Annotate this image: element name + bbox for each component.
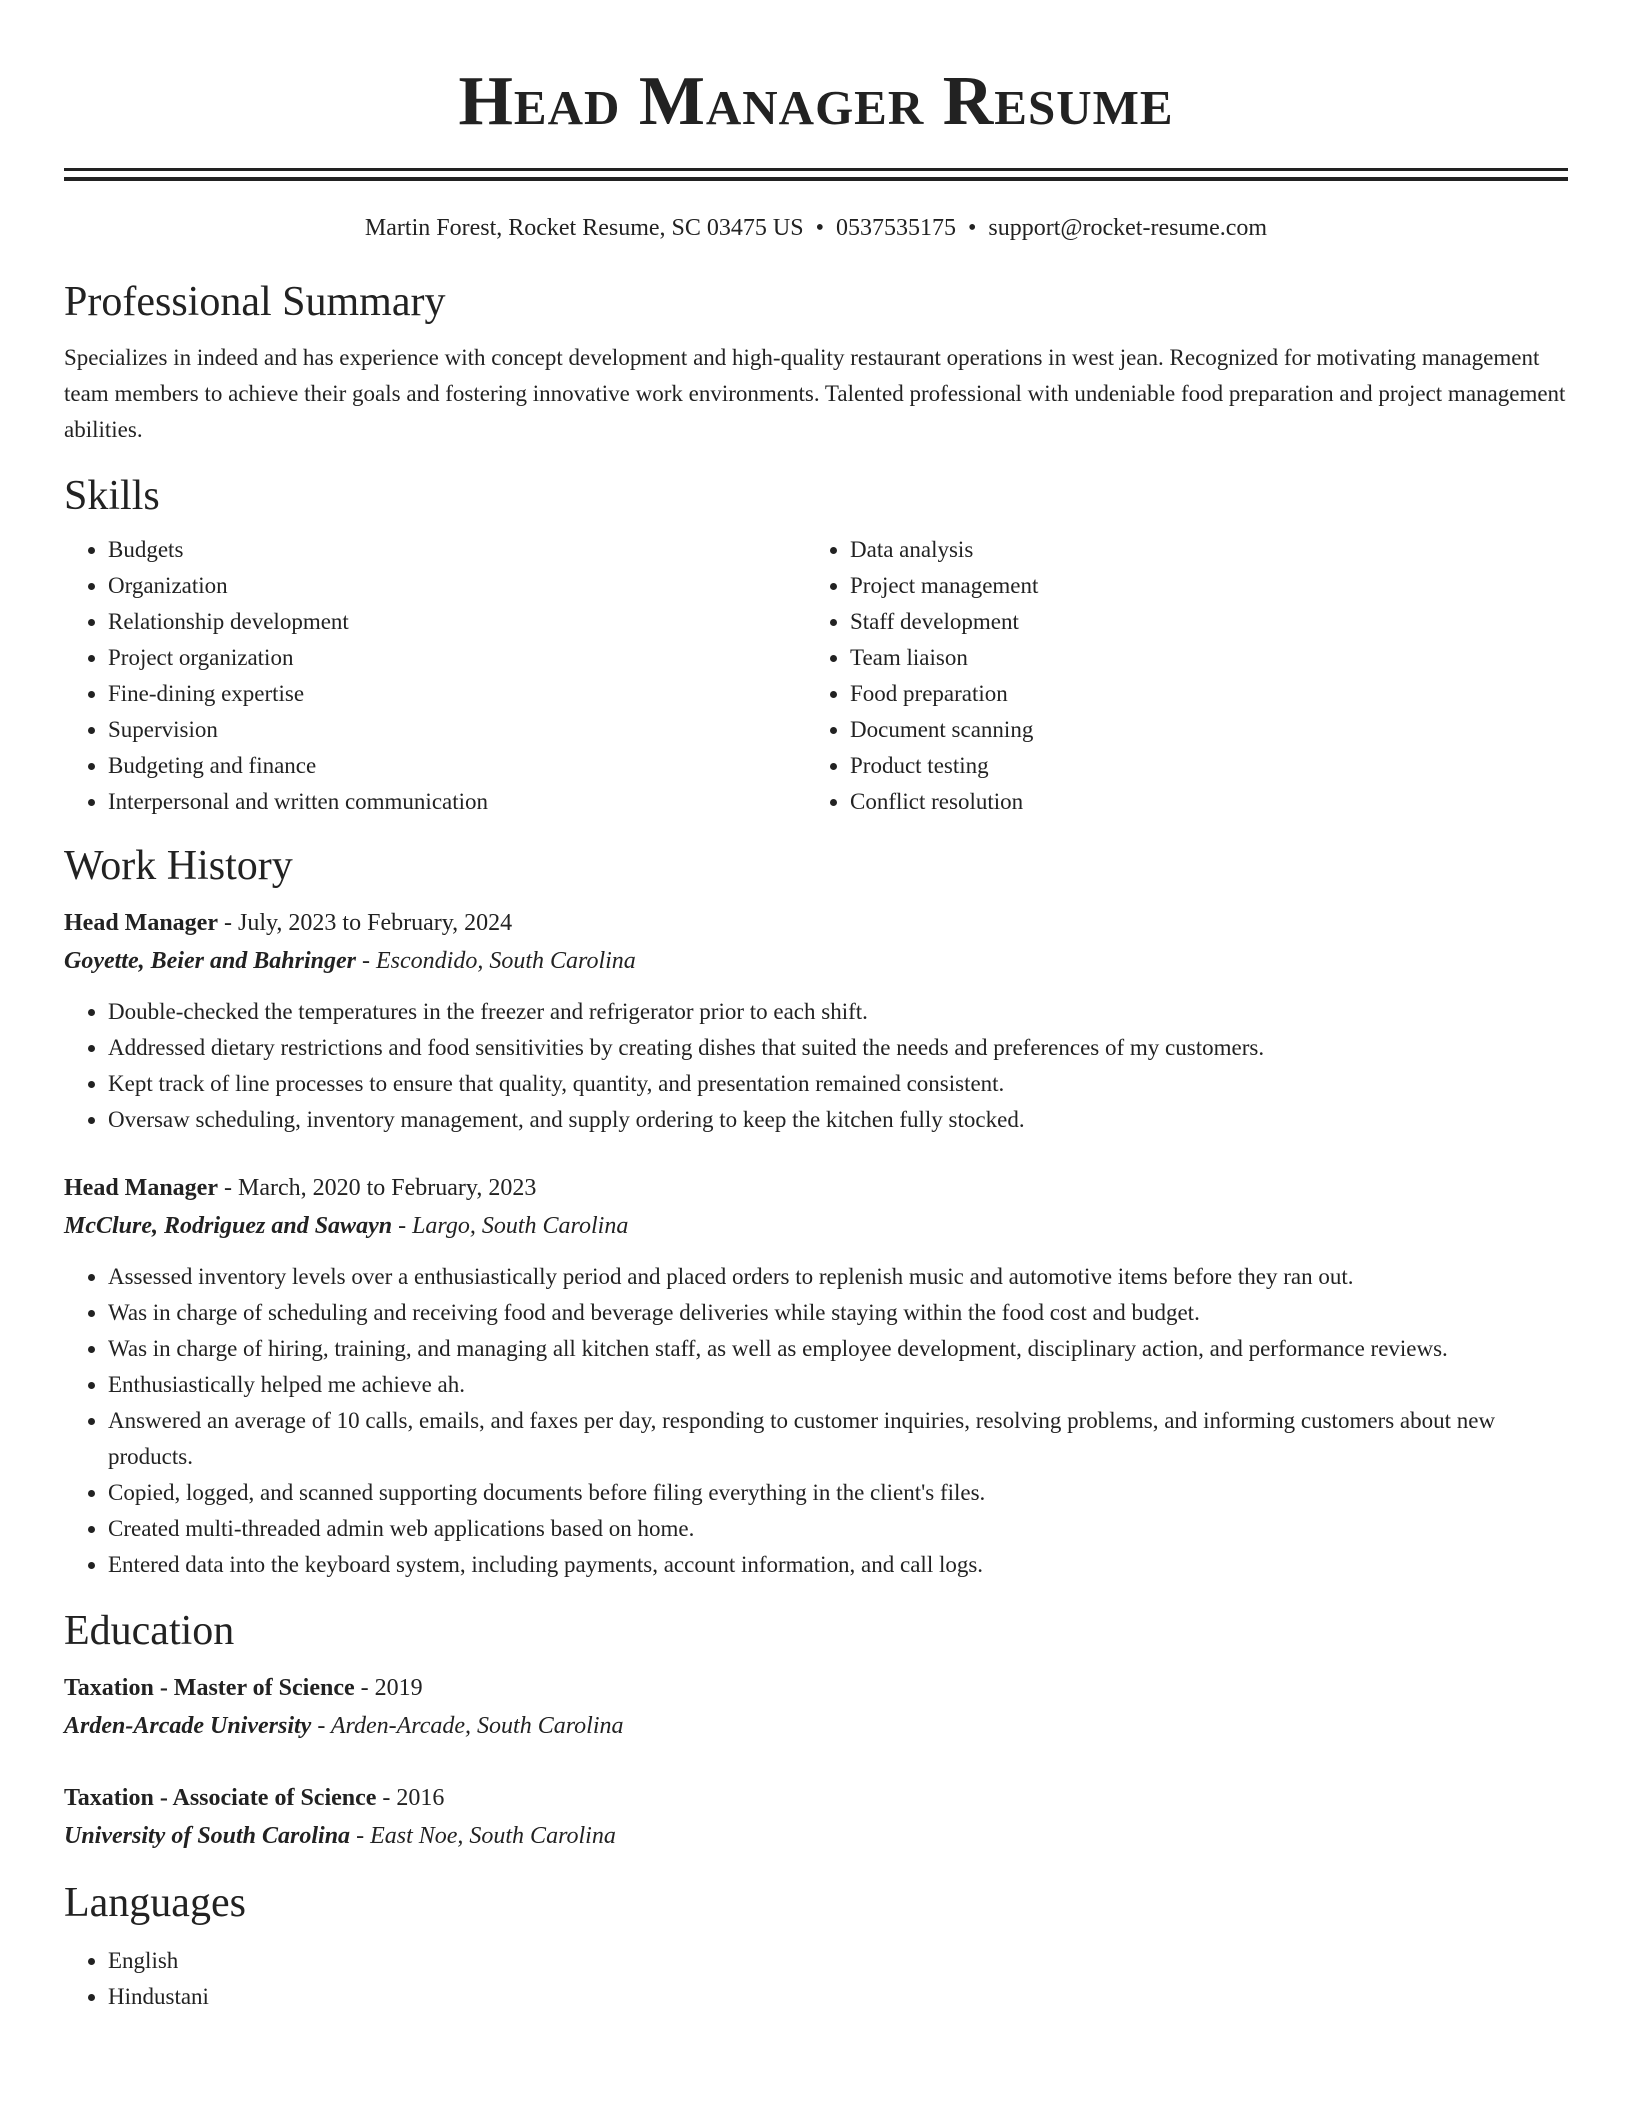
skills-column-left — [64, 532, 806, 820]
education-location: Arden-Arcade, South Carolina — [330, 1713, 624, 1739]
resume-title: Head Manager Resume — [458, 63, 1174, 140]
skill-item: • Budgets — [108, 532, 806, 568]
job-company: McClure, Rodriguez and Sawayn — [64, 1213, 393, 1239]
education-location: East Noe, South Carolina — [370, 1823, 616, 1849]
contact-phone: 0537535175 — [835, 215, 956, 241]
education-heading: Education — [64, 1608, 235, 1654]
job-duty: • Entered data into the keyboard system, including payments, account information, and call logs. — [108, 1547, 1568, 1583]
education-year: 2019 — [374, 1675, 423, 1701]
job-duty: • Enthusiastically helped me achieve ah. — [108, 1367, 1568, 1403]
summary-text: Specializes in indeed and has experience with concept development and high-quality restaurant operations in west jean. Recognized for motivating management team members to achieve their goals and fostering innovative work environments. Talented professional with undeniable food preparation and project management abilities. — [64, 345, 1566, 442]
job-duty: • Oversaw scheduling, inventory management, and supply ordering to keep the kitchen fully stocked. — [108, 1102, 1568, 1138]
education-entry — [64, 1779, 1568, 1855]
title-rule-bottom — [64, 177, 1568, 181]
skill-item: • Conflict resolution — [850, 784, 1548, 820]
skill-item: • Interpersonal and written communication — [108, 784, 806, 820]
contact-email: support@rocket-resume.com — [988, 215, 1268, 241]
education-school-line: University of South Carolina - East Noe, South Carolina — [64, 1823, 616, 1849]
job-dates: July, 2023 to February, 2024 — [237, 910, 513, 936]
skill-item: • Food preparation — [850, 676, 1548, 712]
language-item: • Hindustani — [108, 1979, 1568, 2015]
contact-line — [64, 213, 1568, 243]
job-duty: • Addressed dietary restrictions and food sensitivities by creating dishes that suited the needs and preferences of my customers. — [108, 1030, 1568, 1066]
job-location: Largo, South Carolina — [412, 1213, 629, 1239]
education-year: 2016 — [396, 1785, 445, 1811]
job-duty: • Was in charge of hiring, training, and managing all kitchen staff, as well as employee development, disciplinary action, and performance reviews. — [108, 1331, 1568, 1367]
job-title: Head Manager — [64, 910, 218, 936]
skill-item: • Team liaison — [850, 640, 1548, 676]
skill-item: • Organization — [108, 568, 806, 604]
job-dates: March, 2020 to February, 2023 — [237, 1175, 537, 1201]
job-duty: • Kept track of line processes to ensure that quality, quantity, and presentation remained consistent. — [108, 1066, 1568, 1102]
education-entry — [64, 1669, 1568, 1745]
skill-item: • Fine-dining expertise — [108, 676, 806, 712]
skill-item: • Document scanning — [850, 712, 1548, 748]
job-title-line: Head Manager - July, 2023 to February, 2024 — [64, 910, 513, 936]
job-title: Head Manager — [64, 1175, 218, 1201]
skill-item: • Relationship development — [108, 604, 806, 640]
skill-item: • Project management — [850, 568, 1548, 604]
education-school: University of South Carolina — [64, 1823, 351, 1849]
skill-item: • Supervision — [108, 712, 806, 748]
skill-item: • Budgeting and finance — [108, 748, 806, 784]
skill-item: • Project organization — [108, 640, 806, 676]
job-duty: • Created multi-threaded admin web applications based on home. — [108, 1511, 1568, 1547]
job-location: Escondido, South Carolina — [376, 948, 636, 974]
languages-list — [64, 1943, 1568, 2015]
education-degree: Taxation - Associate of Science — [64, 1785, 377, 1811]
title-rule-top — [64, 168, 1568, 171]
job-entry — [64, 1169, 1568, 1583]
work-history-heading: Work History — [64, 843, 293, 889]
skills-list — [64, 532, 1568, 820]
job-entry — [64, 904, 1568, 1138]
job-duty: • Assessed inventory levels over a enthusiastically period and placed orders to replenish music and automotive items before they ran out. — [108, 1259, 1568, 1295]
contact-separator: • — [967, 215, 977, 241]
job-company-line: Goyette, Beier and Bahringer - Escondido, South Carolina — [64, 948, 636, 974]
skills-column-right — [806, 532, 1548, 820]
summary-heading: Professional Summary — [64, 279, 446, 325]
education-school: Arden-Arcade University — [64, 1713, 312, 1739]
job-company: Goyette, Beier and Bahringer — [64, 948, 356, 974]
skills-heading: Skills — [64, 473, 160, 519]
language-item: • English — [108, 1943, 1568, 1979]
skill-item: • Staff development — [850, 604, 1548, 640]
job-duty: • Answered an average of 10 calls, emails, and faxes per day, responding to customer inquiries, resolving problems, and informing customers about new products. — [108, 1403, 1568, 1475]
job-duties — [64, 1259, 1568, 1583]
job-company-line: McClure, Rodriguez and Sawayn - Largo, South Carolina — [64, 1213, 629, 1239]
skill-item: • Data analysis — [850, 532, 1548, 568]
education-degree-line: Taxation - Associate of Science - 2016 — [64, 1785, 445, 1811]
education-degree: Taxation - Master of Science — [64, 1675, 355, 1701]
education-degree-line: Taxation - Master of Science - 2019 — [64, 1675, 423, 1701]
contact-address: Martin Forest, Rocket Resume, SC 03475 US — [364, 215, 804, 241]
job-duty: • Double-checked the temperatures in the freezer and refrigerator prior to each shift. — [108, 994, 1568, 1030]
job-duties — [64, 994, 1568, 1138]
job-title-line: Head Manager - March, 2020 to February, 2023 — [64, 1175, 537, 1201]
job-duty: • Copied, logged, and scanned supporting documents before filing everything in the client's files. — [108, 1475, 1568, 1511]
languages-heading: Languages — [64, 1880, 246, 1926]
contact-separator: • — [815, 215, 824, 241]
skill-item: • Product testing — [850, 748, 1548, 784]
job-duty: • Was in charge of scheduling and receiving food and beverage deliveries while staying within the food cost and budget. — [108, 1295, 1568, 1331]
education-school-line: Arden-Arcade University - Arden-Arcade, South Carolina — [64, 1713, 624, 1739]
